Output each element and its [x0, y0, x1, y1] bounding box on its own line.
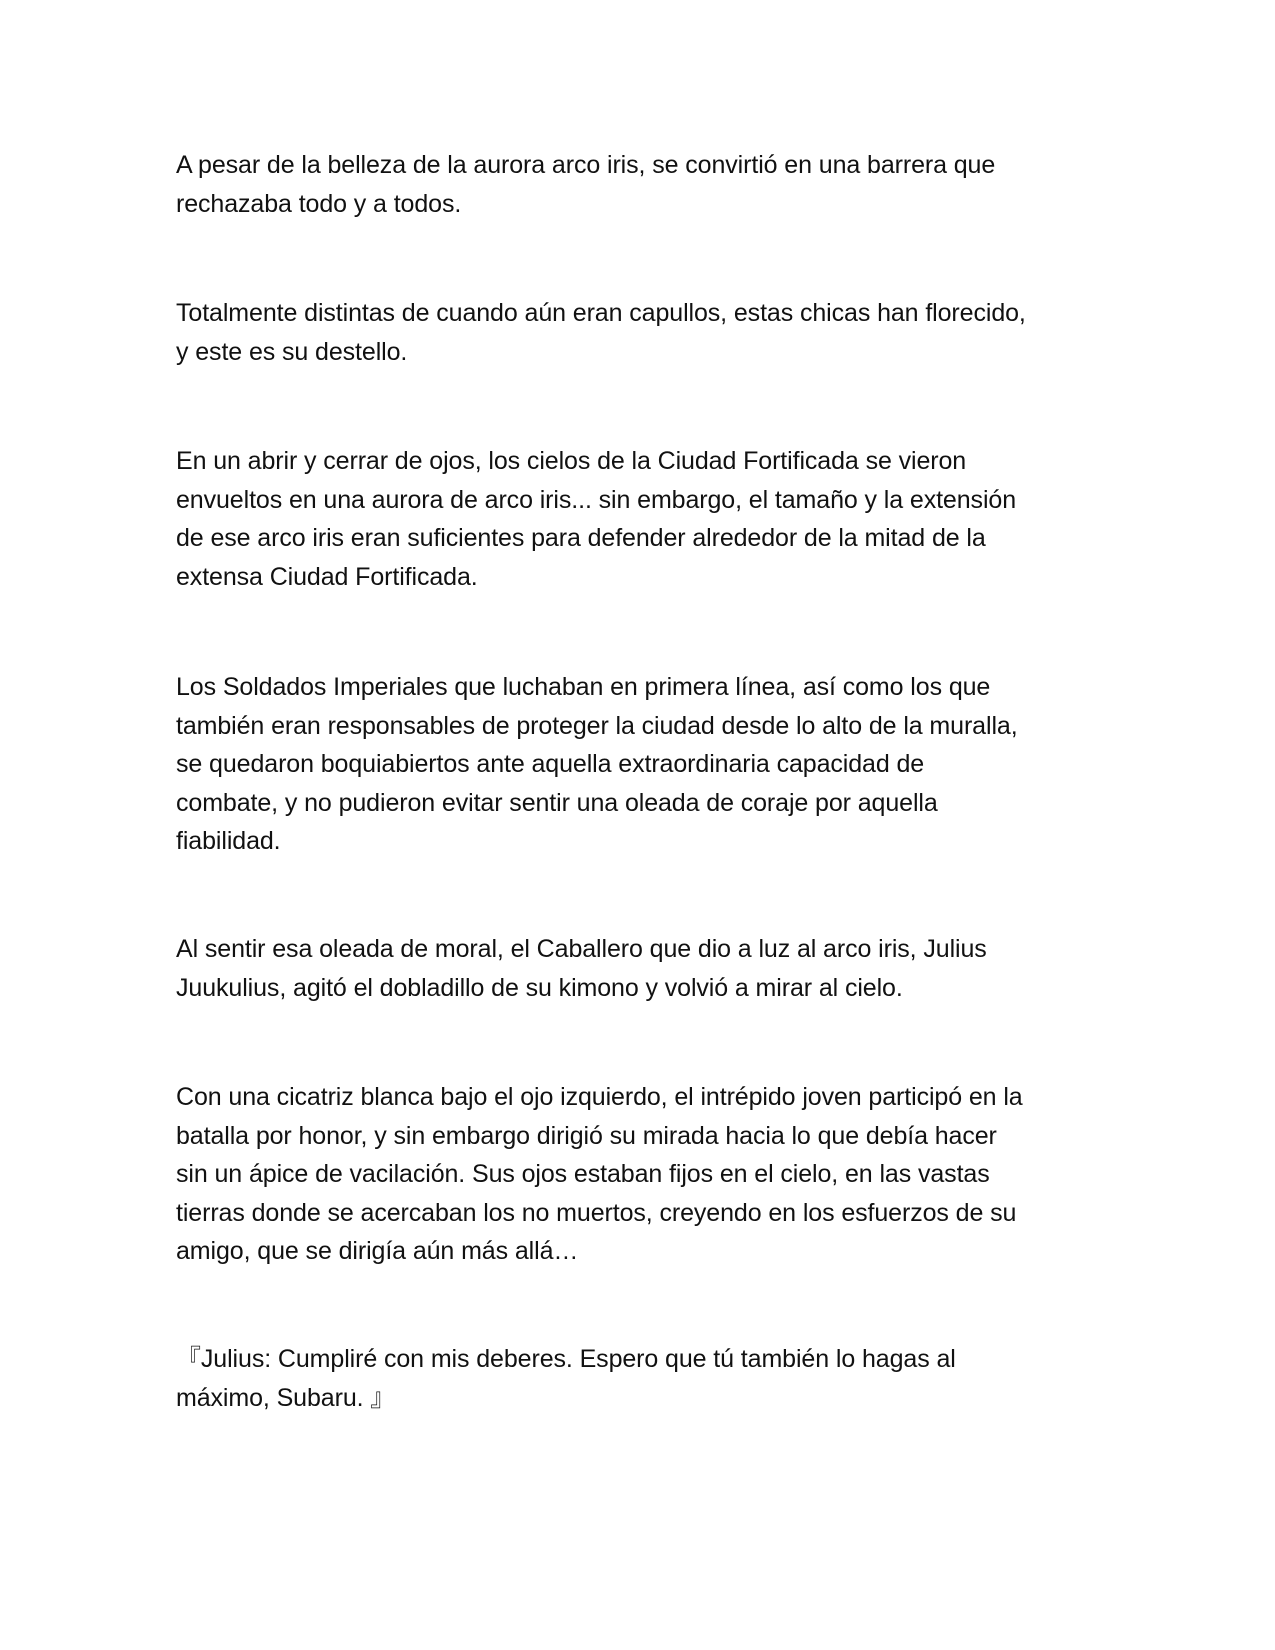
text-line: Al sentir esa oleada de moral, el Caballero que dio a luz al arco iris, Julius — [176, 935, 987, 963]
text-line: también eran responsables de proteger la ciudad desde lo alto de la muralla, — [176, 711, 1018, 740]
paragraph-girls-bloomed — [176, 294, 1106, 371]
text-line: fiabilidad. — [176, 827, 281, 855]
text-line: Juukulius, agitó el dobladillo de su kimono y volvió a mirar al cielo. — [176, 973, 903, 1002]
text-line: tierras donde se acercaban los no muertos, creyendo en los esfuerzos de su — [176, 1198, 1017, 1227]
paragraph-aurora-barrier — [176, 146, 1106, 223]
text-line: y este es su destello. — [176, 337, 408, 366]
text-line: Totalmente distintas de cuando aún eran capullos, estas chicas han florecido, — [176, 299, 1026, 327]
text-line: Con una cicatriz blanca bajo el ojo izquierdo, el intrépido joven participó en la — [176, 1083, 1023, 1111]
text-line: máximo, Subaru. 』 — [176, 1383, 396, 1412]
text-line: sin un ápice de vacilación. Sus ojos estaban fijos en el cielo, en las vastas — [176, 1160, 990, 1188]
text-line: batalla por honor, y sin embargo dirigió su mirada hacia lo que debía hacer — [176, 1121, 997, 1150]
text-line: amigo, que se dirigía aún más allá… — [176, 1237, 579, 1265]
text-line: combate, y no pudieron evitar sentir una oleada de coraje por aquella — [176, 788, 938, 817]
text-line: de ese arco iris eran suficientes para defender alrededor de la mitad de la — [176, 524, 986, 552]
paragraph-imperial-soldiers — [176, 668, 1106, 861]
text-line: extensa Ciudad Fortificada. — [176, 562, 478, 591]
paragraph-rainbow-sky — [176, 442, 1106, 596]
text-line: A pesar de la belleza de la aurora arco iris, se convirtió en una barrera que — [176, 151, 996, 179]
text-line: En un abrir y cerrar de ojos, los cielos de la Ciudad Fortificada se vieron — [176, 447, 967, 475]
text-line: 『Julius: Cumpliré con mis deberes. Espero que tú también lo hagas al — [176, 1345, 956, 1373]
text-line: envueltos en una aurora de arco iris... sin embargo, el tamaño y la extensión — [176, 485, 1017, 514]
text-line: rechazaba todo y a todos. — [176, 189, 462, 218]
text-line: se quedaron boquiabiertos ante aquella extraordinaria capacidad de — [176, 750, 925, 778]
paragraph-julius-kimono — [176, 930, 1106, 1007]
paragraph-julius-dialogue — [176, 1340, 1106, 1417]
text-line: Los Soldados Imperiales que luchaban en primera línea, así como los que — [176, 673, 991, 701]
paragraph-white-scar — [176, 1078, 1106, 1271]
